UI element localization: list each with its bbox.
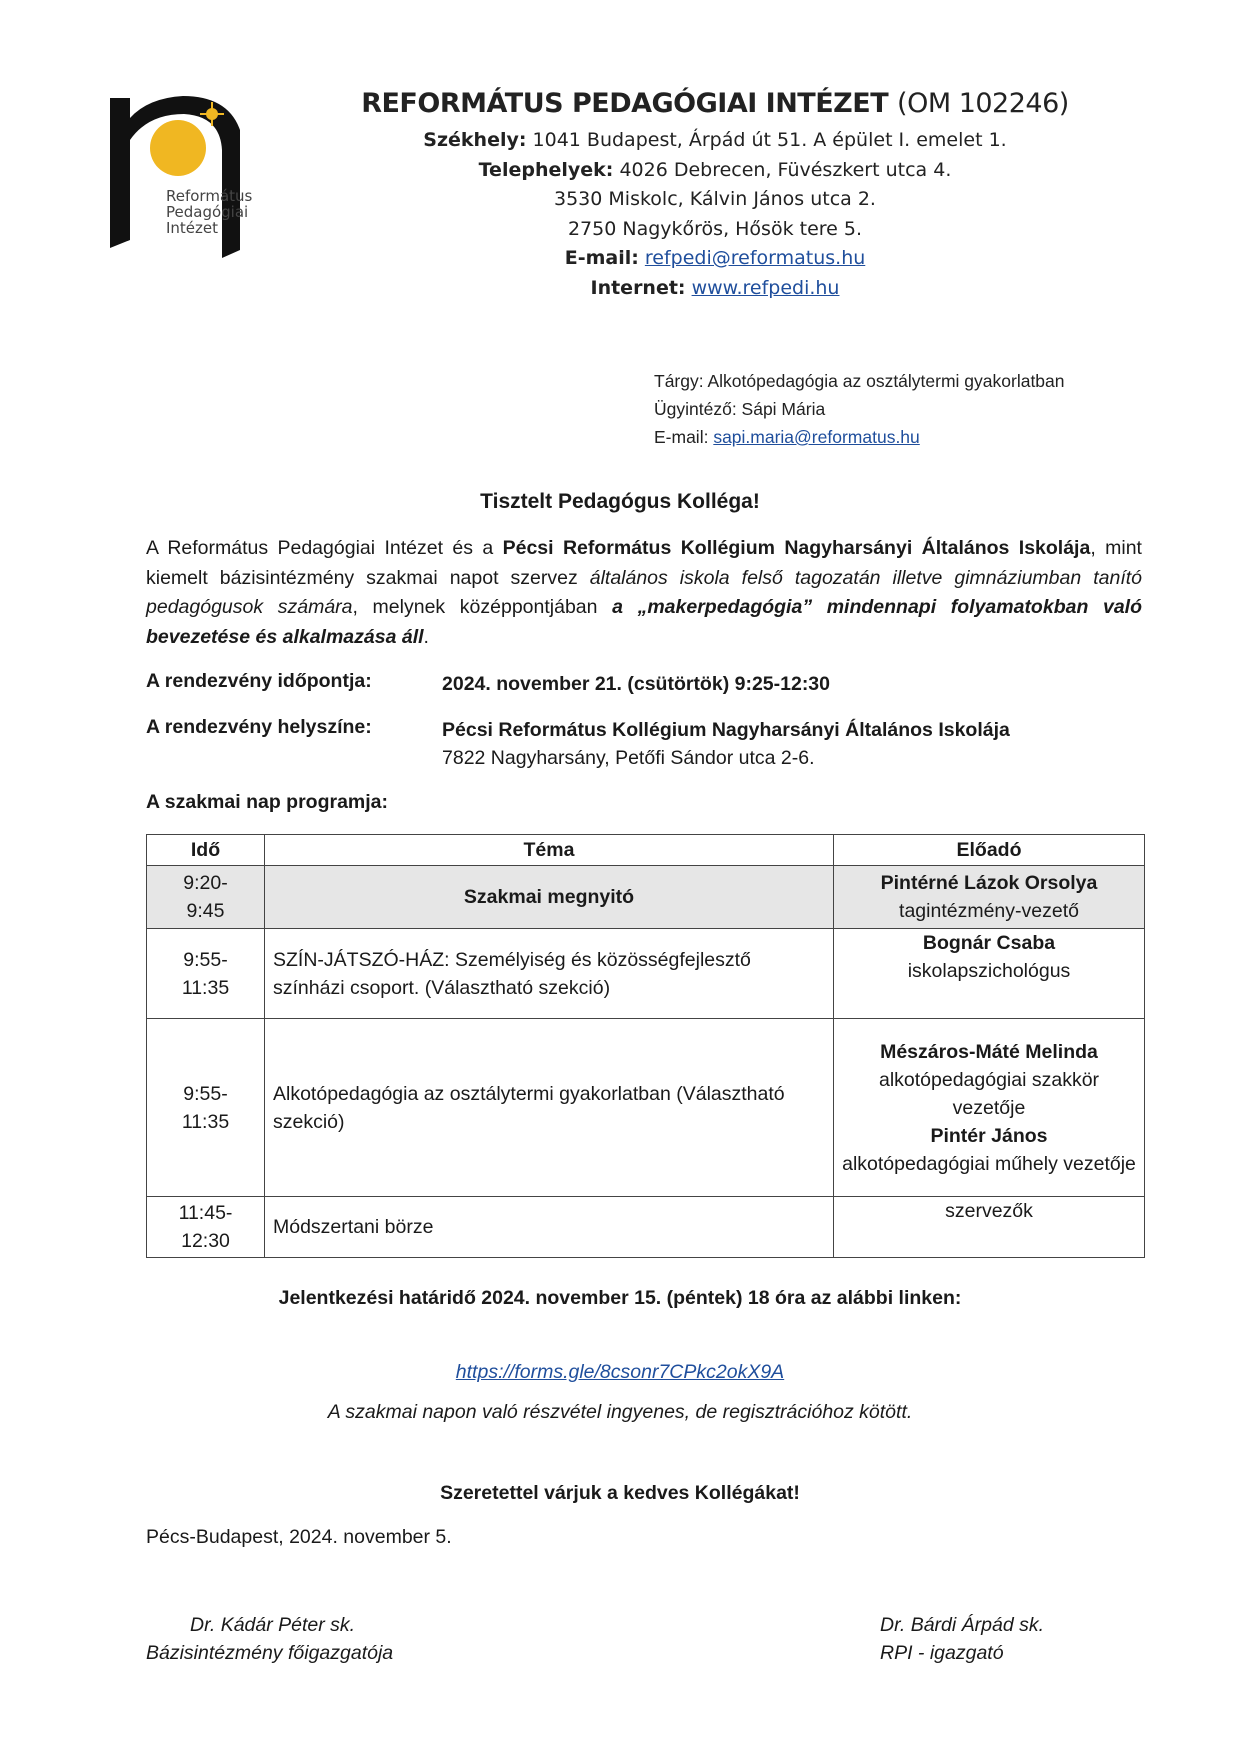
greeting: Tisztelt Pedagógus Kolléga! [480, 490, 760, 513]
site-miskolc: 3530 Miskolc, Kálvin János utca 2. [554, 188, 876, 210]
intro-school-name: Pécsi Református Kollégium Nagyharsányi Általános Iskolája [502, 537, 1091, 559]
site-debrecen: 4026 Debrecen, Füvészkert utca 4. [619, 158, 952, 181]
seat-label: Székhely: [423, 129, 527, 151]
time-end: 11:35 [181, 1110, 230, 1133]
header-email-link[interactable]: refpedi@reformatus.hu [644, 247, 866, 269]
intro-text-4: . [423, 625, 429, 648]
om-number: (OM 102246) [897, 88, 1069, 119]
time-end: 12:30 [181, 1230, 230, 1252]
org-name: REFORMÁTUS PEDAGÓGIAI INTÉZET [361, 88, 889, 119]
email-line [320, 244, 1110, 274]
logo-graphic [108, 90, 268, 280]
intro-focus: a „makerpedagógia” mindennapi folyamatokban való bevezetése és alkalmazása áll [146, 596, 1143, 648]
speaker-name: Pintérné Lázok Orsolya [880, 872, 1098, 894]
logo-text-line3: Intézet [166, 219, 219, 237]
time-start: 9:55- [183, 1082, 228, 1105]
signer-name-left: Dr. Kádár Péter sk. [190, 1614, 356, 1636]
table-row [147, 929, 1145, 1019]
program-title: A szakmai nap programja: [146, 791, 389, 813]
speaker-role: alkotópedagógiai szakkör vezetője [878, 1068, 1100, 1119]
website-link[interactable]: www.refpedi.hu [691, 276, 840, 299]
date-label: A rendezvény időpontja: [146, 670, 372, 692]
officer-line: Ügyintéző: Sápi Mária [654, 399, 826, 419]
time-start: 11:45- [178, 1202, 233, 1224]
time-cell [147, 929, 265, 1019]
subject-block [654, 367, 1065, 451]
time-end: 9:45 [186, 900, 225, 922]
signer-title-right: RPI - igazgató [880, 1642, 1004, 1664]
seat-line [320, 126, 1110, 156]
signer-title-left: Bázisintézmény főigazgatója [146, 1642, 394, 1664]
table-row [147, 1019, 1145, 1197]
signature-left [146, 1611, 393, 1667]
letterhead [320, 86, 1110, 303]
header-speaker: Előadó [834, 835, 1145, 866]
intro-audience: általános iskola felső tagozatán illetve gimnáziumban tanító pedagógusok számára [146, 566, 1142, 618]
logo-text-line1: Református [166, 187, 253, 205]
time-cell [147, 866, 265, 929]
logo-text-line2: Pedagógiai [166, 203, 249, 221]
intro-text-3: , melynek középpontjában [352, 596, 613, 618]
internet-label: Internet: [590, 276, 686, 299]
signature-right [880, 1611, 1044, 1667]
intro-text-1: A Református Pedagógiai Intézet és a [146, 537, 503, 559]
venue-value [442, 716, 1010, 772]
sites-label: Telephelyek: [478, 158, 614, 181]
sites-line [320, 156, 1110, 186]
registration-deadline: Jelentkezési határidő 2024. november 15. (péntek) 18 óra az alábbi linken: [278, 1287, 962, 1309]
topic-cell: SZÍN-JÁTSZÓ-HÁZ: Személyiség és közösségfejlesztő színházi csoport. (Választható szekció) [265, 929, 834, 1019]
speaker-role: alkotópedagógiai műhely vezetője [842, 1152, 1136, 1175]
intro-text-2: , mint kiemelt bázisintézmény szakmai napot szervez [146, 537, 1142, 589]
seat-value: 1041 Budapest, Árpád út 51. A épület I. emelet 1. [532, 129, 1007, 151]
topic-cell: Alkotópedagógia az osztálytermi gyakorlatban (Választható szekció) [265, 1019, 834, 1197]
table-header-row [147, 835, 1145, 866]
time-start: 9:20- [183, 872, 228, 894]
place-date: Pécs-Budapest, 2024. november 5. [146, 1526, 452, 1548]
form-link-line [0, 1361, 1240, 1384]
intro-paragraph [146, 534, 1142, 652]
signer-name-right: Dr. Bárdi Árpád sk. [880, 1614, 1044, 1636]
officer-email-label: E-mail: [654, 427, 714, 447]
time-end: 11:35 [181, 976, 230, 999]
speaker-cell [834, 929, 1145, 1019]
rpi-logo-icon [108, 90, 268, 280]
welcome-text: Szeretettel várjuk a kedves Kollégákat! [440, 1482, 800, 1504]
speaker-role: tagintézmény-vezető [899, 900, 1079, 922]
header-time: Idő [147, 835, 265, 866]
speaker-name: Bognár Csaba [922, 932, 1056, 954]
internet-line [320, 274, 1110, 304]
topic-cell: Szakmai megnyitó [265, 866, 834, 929]
officer-email-line [654, 423, 1065, 451]
program-table [146, 834, 1145, 1258]
speaker-cell [834, 866, 1145, 929]
speaker-role: szervezők [945, 1200, 1033, 1222]
table-row [147, 1197, 1145, 1258]
officer-email-link[interactable]: sapi.maria@reformatus.hu [713, 427, 920, 447]
free-participation-note: A szakmai napon való részvétel ingyenes, de regisztrációhoz kötött. [327, 1401, 913, 1423]
table-row [147, 866, 1145, 929]
subject-line: Tárgy: Alkotópedagógia az osztálytermi gyakorlatban [654, 371, 1065, 391]
time-cell [147, 1019, 265, 1197]
speaker-role: iskolapszichológus [907, 960, 1071, 982]
topic-cell: Módszertani börze [265, 1197, 834, 1258]
registration-form-link[interactable]: https://forms.gle/8csonr7CPkc2okX9A [455, 1361, 785, 1383]
date-value: 2024. november 21. (csütörtök) 9:25-12:30 [442, 673, 831, 695]
speaker-cell [834, 1019, 1145, 1197]
email-label: E-mail: [564, 247, 639, 269]
site-nagykoros: 2750 Nagykőrös, Hősök tere 5. [567, 217, 863, 240]
time-start: 9:55- [183, 948, 228, 971]
venue-address: 7822 Nagyharsány, Petőfi Sándor utca 2-6. [442, 747, 815, 769]
speaker-cell [834, 1197, 1145, 1258]
header-topic: Téma [265, 835, 834, 866]
time-cell [147, 1197, 265, 1258]
speaker-name: Pintér János [930, 1124, 1048, 1147]
org-title [320, 86, 1110, 122]
speaker-name: Mészáros-Máté Melinda [880, 1040, 1098, 1063]
venue-name: Pécsi Református Kollégium Nagyharsányi Általános Iskolája [442, 719, 1010, 741]
venue-label: A rendezvény helyszíne: [146, 716, 372, 738]
